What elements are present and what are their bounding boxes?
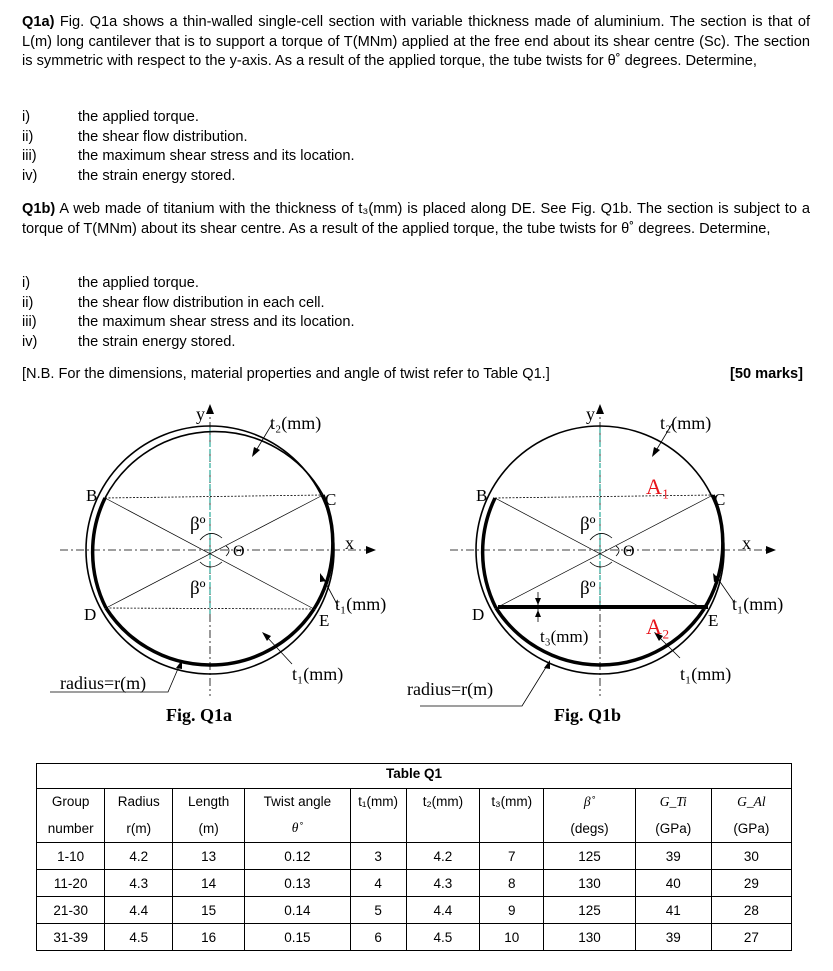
t2-label: t₂(mm) [660,413,712,433]
beta-top-label: βº [580,514,596,535]
table-cell: 27 [711,924,791,951]
data-table [37,788,791,950]
q1a-paragraph [22,13,810,72]
item-text: the applied torque. [78,109,199,125]
arc-thick-right [314,495,333,609]
t1-bottom-label: t₁(mm) [292,664,344,684]
list-item [22,128,722,148]
table-cell: 4.4 [406,897,480,924]
table-cell: 1-10 [37,843,105,870]
t3-label: t₃(mm) [540,627,589,646]
beta-top-label: βº [190,514,206,535]
diagonal-dc [106,495,323,608]
table-cell: 6 [350,924,406,951]
point-c: C [714,490,726,509]
figure-caption: Fig. Q1b [554,705,622,725]
item-number: i) [22,275,31,291]
table-cell: 0.15 [245,924,351,951]
header-cell: Radius [105,789,173,815]
t3-arrow-up-icon [535,610,541,617]
point-b: B [476,486,488,505]
table-cell: 4.4 [105,897,173,924]
header-cell: θ˚ [245,814,351,843]
x-label: x [345,533,354,553]
t1-bottom-label: t₁(mm) [680,664,732,684]
table-cell: 4 [350,870,406,897]
point-e: E [319,611,330,630]
table-cell: 4.2 [406,843,480,870]
table-cell: 13 [173,843,245,870]
arc-thick-left [93,498,106,608]
table-cell: 125 [544,897,636,924]
point-e: E [708,611,719,630]
table-q1 [36,763,792,951]
y-arrow-icon [596,404,604,414]
theta-arc [616,546,619,556]
table-cell: 3 [350,843,406,870]
chord-bc [495,495,713,498]
list-item [22,313,722,333]
list-item [22,108,722,128]
item-number: ii) [22,294,34,311]
x-arrow-icon [766,546,776,554]
table-cell: 31-39 [37,924,105,951]
header-cell: t₂(mm) [406,789,480,815]
table-cell: 8 [480,870,544,897]
table-cell: 39 [635,924,711,951]
figure-q1a [40,396,420,736]
point-d: D [472,605,485,624]
header-cell [480,814,544,843]
item-number: iv) [22,333,38,350]
item-text: the shear flow distribution. [78,128,248,145]
item-text: the shear flow distribution in each cell. [78,294,325,311]
header-cell: G_Ti [635,789,711,815]
header-cell: (m) [173,814,245,843]
item-text: the strain energy stored. [78,333,236,350]
area-a1-label: A₁ [646,474,670,499]
item-text: the maximum shear stress and its location. [78,148,355,164]
y-label: y [196,404,205,424]
point-b: B [86,486,98,505]
item-number: iii) [22,314,37,330]
table-cell: 21-30 [37,897,105,924]
item-number: iii) [22,148,37,164]
table-cell: 16 [173,924,245,951]
chord-de [106,608,314,609]
note: [N.B. For the dimensions, material properties and angle of twist refer to Table Q1.] [22,366,550,382]
item-number: i) [22,109,31,125]
table-title: Table Q1 [385,766,443,781]
figure-q1b [407,396,820,736]
table-cell: 30 [711,843,791,870]
table-cell: 4.5 [406,924,480,951]
item-text: the strain energy stored. [78,167,236,184]
q1b-label: Q1b) [22,201,56,217]
header-cell: Length [173,789,245,815]
t1-right-label: t₁(mm) [732,594,784,614]
q1a-list [22,108,722,186]
area-a2-label: A₂ [646,614,670,639]
q1a-label: Q1a) [22,14,55,30]
item-text: the maximum shear stress and its location. [78,314,355,330]
y-label: y [586,404,595,424]
header-cell: (GPa) [733,820,770,836]
figure-q1a-svg [40,396,420,736]
arc-bc [105,432,323,498]
theta-arc [226,546,229,556]
table-cell: 5 [350,897,406,924]
t1-right-arrow-icon [320,573,326,582]
header-cell: Group [37,789,105,815]
list-item [22,167,722,187]
point-d: D [84,605,97,624]
theta-label: Θ [623,543,635,560]
arc-thick-left [483,498,496,608]
marks: [50 marks] [729,366,803,382]
x-arrow-icon [366,546,376,554]
item-number: iv) [22,167,38,184]
header-cell: t₃(mm) [480,789,544,815]
table-cell: 9 [480,897,544,924]
t1-right-label: t₁(mm) [335,594,387,614]
table-cell: 11-20 [37,870,105,897]
item-text: the applied torque. [78,275,199,291]
table-cell: 4.3 [406,870,480,897]
table-cell: 4.3 [105,870,173,897]
beta-arc-bottom [590,562,612,567]
header-cell: r(m) [105,814,173,843]
table-cell: 10 [480,924,544,951]
beta-arc-bottom [200,562,222,567]
table-cell: 130 [544,870,636,897]
t2-arrow-icon [252,447,260,457]
header-cell: G_Al [711,789,791,815]
list-item [22,147,722,167]
list-item [22,333,722,353]
q1b-paragraph [22,200,810,239]
table-cell: 41 [635,897,711,924]
list-item [22,274,722,294]
table-cell: 0.12 [245,843,351,870]
table-row [37,843,791,870]
header-row [37,789,791,815]
q1b-text: A web made of titanium with the thickness of t₃(mm) is placed along DE. See Fig. Q1b. The section is subject to a torque of T(MNm) about its shear centre. As a result of the applied torque, the tube twists for θ˚ degrees. Determine, [22,201,810,237]
arc-thick-right [704,495,723,609]
table-row [37,870,791,897]
beta-bottom-label: βº [190,578,206,599]
header-cell: (degs) [544,814,636,843]
table-cell: 0.13 [245,870,351,897]
t3-arrow-down-icon [535,598,541,605]
header-cell: (GPa) [635,814,711,843]
header-row [37,814,791,843]
header-cell [350,814,406,843]
header-cell: t₁(mm) [350,789,406,815]
x-label: x [742,533,751,553]
t2-arrow-icon [652,447,660,457]
table-cell: 4.5 [105,924,173,951]
figure-q1b-svg [407,396,820,736]
table-cell: 7 [480,843,544,870]
header-cell [406,814,480,843]
table-cell: 29 [711,870,791,897]
header-cell: Twist angle [245,789,351,815]
table-cell: 15 [173,897,245,924]
table-cell: 0.14 [245,897,351,924]
chord-bc [105,495,323,498]
table-cell: 125 [544,843,636,870]
table-cell: 14 [173,870,245,897]
y-arrow-icon [206,404,214,414]
q1b-list [22,274,722,352]
figure-caption: Fig. Q1a [166,705,232,725]
theta-label: Θ [233,543,245,560]
table-row [37,897,791,924]
t2-label: t₂(mm) [270,413,322,433]
radius-label: radius=r(m) [60,673,147,693]
point-c: C [325,490,337,509]
table-cell: 4.2 [105,843,173,870]
item-number: ii) [22,128,34,145]
radius-label: radius=r(m) [407,679,494,699]
table-row [37,924,791,951]
table-cell: 40 [635,870,711,897]
table-cell: 130 [544,924,636,951]
q1a-text: Fig. Q1a shows a thin-walled single-cell section with variable thickness made of aluminium. The section is that of L(m) long cantilever that is to support a torque of T(MNm) applied at the free end about its shear centre (Sc). The section is symmetric with respect to the y-axis. As a result of the applied torque, the tube twists for θ˚ degrees. Determine, [22,14,810,69]
list-item [22,294,722,314]
diagonal-dc [496,495,713,608]
table-cell: 39 [635,843,711,870]
header-cell: β˚ [544,789,636,815]
header-cell: number [37,814,105,843]
table-cell: 28 [711,897,791,924]
beta-bottom-label: βº [580,578,596,599]
